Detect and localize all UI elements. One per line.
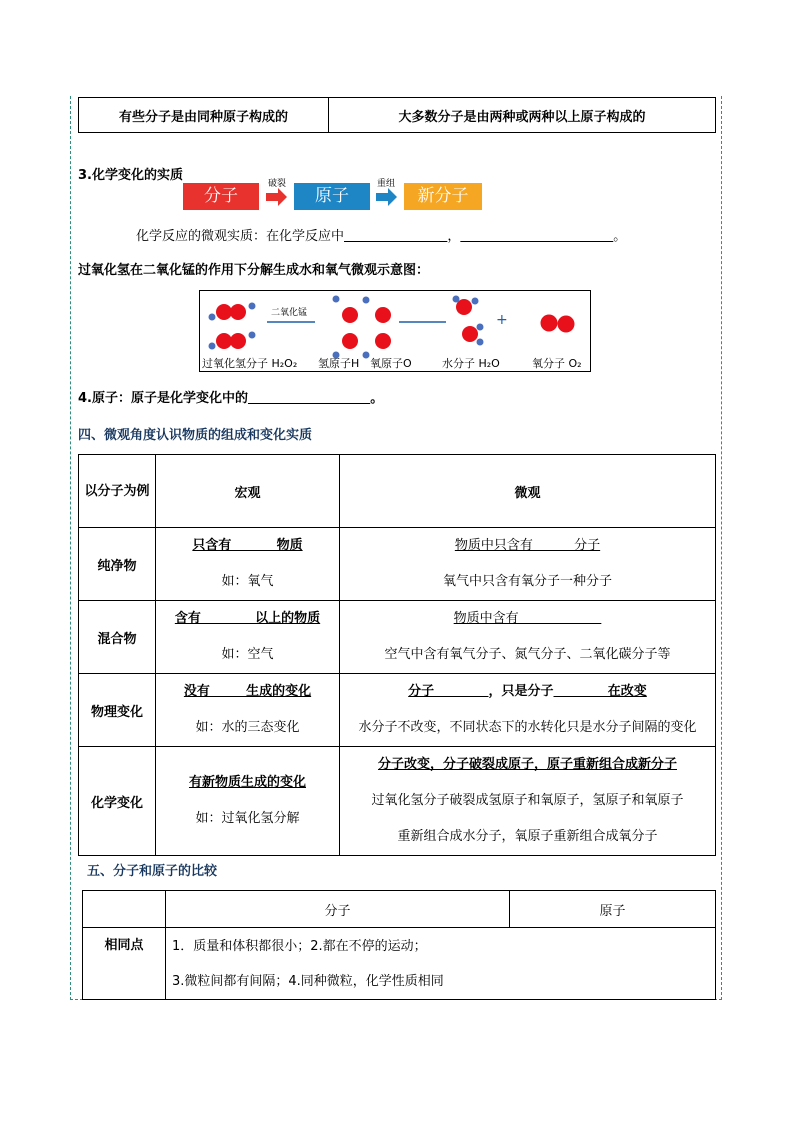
pure-micro-1: 物质中只含有 分子 — [454, 538, 601, 553]
flow-box-atom: 原子 — [294, 183, 370, 210]
essence-blank-2 — [460, 229, 613, 244]
h2o2-molecule-2 — [209, 332, 256, 350]
multi-atom-molecule-cell: 大多数分子是由两种或两种以上原子构成的 — [329, 98, 716, 133]
catalyst-label: 二氧化锰 — [271, 308, 308, 318]
mixture-micro-1: 物质中含有 — [453, 611, 602, 626]
comparison-header-empty — [83, 891, 166, 928]
mixture-macro-cell — [156, 601, 340, 674]
pure-macro-cell — [156, 528, 340, 601]
micro-perspective-table — [78, 454, 716, 856]
physical-macro-2: 如：水的三态变化 — [195, 720, 300, 735]
physical-macro-cell — [156, 674, 340, 747]
pure-micro-cell — [340, 528, 716, 601]
similarities-line-2: 3.微粒间都有间隔；4.同种微粒，化学性质相同 — [172, 973, 444, 989]
chemical-macro-1: 有新物质生成的变化 — [188, 775, 306, 790]
o2-molecule — [541, 315, 575, 333]
similarities-cell — [166, 928, 716, 1000]
table-row — [79, 601, 716, 674]
flow-label-recombine: 重组 — [377, 179, 396, 189]
table-row — [79, 528, 716, 601]
mixture-macro-1: 含有 以上的物质 — [174, 611, 321, 626]
same-atom-molecule-cell: 有些分子是由同种原子构成的 — [79, 98, 329, 133]
header-by-molecule: 以分子为例 — [79, 455, 156, 528]
section-si-title: 四、微观角度认识物质的组成和变化实质 — [78, 428, 313, 443]
h2o2-intro: 过氧化氢在二氧化锰的作用下分解生成水和氧气微观示意图： — [78, 263, 430, 278]
table-row — [79, 747, 716, 856]
header-micro: 微观 — [340, 455, 716, 528]
chemical-micro-cell — [340, 747, 716, 856]
flow-arrow-1-icon — [266, 188, 288, 206]
essence-blank-1 — [344, 229, 447, 244]
molecule-composition-table — [78, 97, 716, 133]
table-row — [79, 674, 716, 747]
mixture-micro-cell — [340, 601, 716, 674]
chemical-macro-2: 如：过氧化氢分解 — [195, 811, 300, 826]
chemical-micro-1: 分子改变，分子破裂成原子，原子重新组合成新分子 — [377, 757, 677, 772]
essence-prefix: 化学反应的微观实质：在化学反应中 — [136, 229, 345, 244]
chemical-micro-2: 过氧化氢分子破裂成氢原子和氧原子，氢原子和氧原子 — [371, 793, 684, 808]
atom-definition-blank — [248, 391, 370, 406]
row-label-physical-change: 物理变化 — [79, 674, 156, 747]
comparison-header-atom: 原子 — [510, 891, 716, 928]
essence-comma: ， — [447, 229, 461, 244]
section-wu-title: 五、分子和原子的比较 — [87, 864, 218, 879]
water-molecule-1 — [453, 296, 479, 316]
molecule-atom-comparison-table — [82, 890, 716, 1000]
h2o2-decomposition-diagram — [199, 290, 591, 372]
physical-micro-1: 分子 ，只是分子 在改变 — [408, 684, 647, 699]
label-oxygen-molecule: 氧分子 O₂ — [532, 357, 582, 370]
atom-definition-line — [78, 387, 383, 406]
essence-period: 。 — [613, 229, 627, 244]
label-water-molecule: 水分子 H₂O — [442, 357, 500, 370]
similarities-line-1: 1．质量和体积都很小；2.都在不停的运动； — [172, 938, 427, 954]
section3-title: 3.化学变化的实质 — [78, 168, 183, 183]
row-label-mixture: 混合物 — [79, 601, 156, 674]
label-oxygen-atom: 氧原子O — [370, 357, 412, 370]
atom-definition-text: 4.原子：原子是化学变化中的 — [78, 391, 248, 406]
physical-micro-cell — [340, 674, 716, 747]
table-row — [83, 928, 716, 1000]
chemical-macro-cell — [156, 747, 340, 856]
flow-arrow-2-icon — [376, 188, 398, 206]
row-label-similarities: 相同点 — [83, 928, 166, 1000]
flow-box-molecule: 分子 — [183, 183, 259, 210]
row-label-pure: 纯净物 — [79, 528, 156, 601]
h2o2-molecule-1 — [209, 303, 256, 321]
pure-micro-2: 氧气中只含有氧分子一种分子 — [442, 574, 612, 589]
mixture-macro-2: 如：空气 — [221, 647, 274, 662]
physical-micro-2: 水分子不改变，不同状态下的水转化只是水分子间隔的变化 — [358, 720, 697, 735]
header-macro: 宏观 — [156, 455, 340, 528]
pure-macro-2: 如：氧气 — [221, 574, 274, 589]
physical-macro-1: 没有 生成的变化 — [183, 684, 312, 699]
row-label-chemical-change: 化学变化 — [79, 747, 156, 856]
reaction-essence-line — [136, 225, 626, 244]
label-h2o2: 过氧化氢分子 H₂O₂ — [202, 357, 298, 370]
plus-sign: + — [496, 312, 508, 328]
mixture-micro-2: 空气中含有氧气分子、氮气分子、二氧化碳分子等 — [384, 647, 671, 662]
flow-box-new-molecule: 新分子 — [404, 183, 482, 210]
water-molecule-2 — [462, 324, 484, 346]
chemical-micro-3: 重新组合成水分子，氧原子重新组合成氧分子 — [397, 829, 658, 844]
flow-label-break: 破裂 — [268, 179, 287, 189]
label-hydrogen-atom: 氢原子H — [318, 357, 360, 370]
pure-macro-1: 只含有 物质 — [192, 538, 303, 553]
comparison-header-molecule: 分子 — [166, 891, 510, 928]
atom-definition-period: 。 — [370, 391, 384, 406]
